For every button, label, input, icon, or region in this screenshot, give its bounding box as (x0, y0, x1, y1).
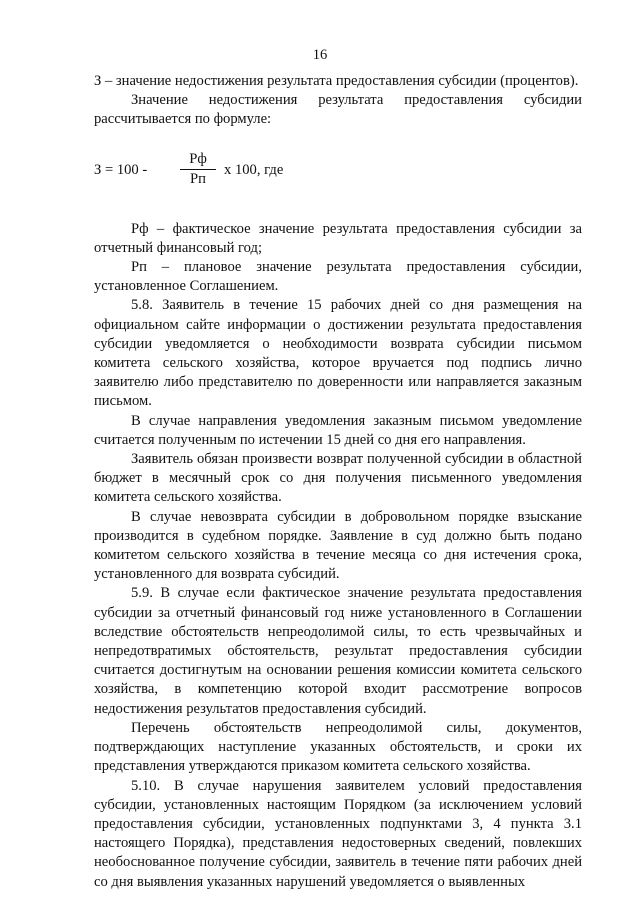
document-body (94, 72, 582, 892)
paragraph-court-recovery: В случае невозврата субсидии в добровольном порядке взыскание производится в судебном порядке. Заявление в суд должно быть подано комитетом сельского хозяйства в течение месяца со дня истечения срока, установленного для возврата субсидий. (94, 508, 582, 583)
paragraph-rp-definition: Рп – плановое значение результата предоставления субсидии, установленное Соглашением. (94, 259, 582, 295)
paragraph-5-10: 5.10. В случае нарушения заявителем условий предоставления субсидии, установленных настоящим Порядком (за исключением условий предоставления субсидии, установленных подпунктами 3, 4 пункта 3.1 настоящего Порядка), представления недостоверных сведений, повлекших необоснованное получение субсидии, заявитель в течение пяти рабочих дней со дня выявления указанных нарушений уведомляется о выявленных (94, 777, 582, 890)
paragraph-refund-obligation: Заявитель обязан произвести возврат полученной субсидии в областной бюджет в месячный срок со дня получения письменного уведомления комитета сельского хозяйства. (94, 451, 582, 506)
paragraph-5-9: 5.9. В случае если фактическое значение результата предоставления субсидии за отчетный финансовый год ниже установленного в Соглашении вследствие обстоятельств непреодолимой силы, то есть чрезвычайных и непредотвратимых обстоятельств, результат предоставления субсидии считается достигнутым на основании решения комиссии комитета сельского хозяйства, в компетенцию которой входит рассмотрение вопросов недостижения результатов предоставления субсидий. (94, 585, 582, 717)
formula-denominator: Рп (190, 170, 206, 187)
paragraph-notice-by-mail: В случае направления уведомления заказным письмом уведомление считается полученным по истечении 15 дней со дня его направления. (94, 412, 582, 448)
formula-fraction (180, 150, 216, 189)
paragraph-rf-definition: Рф – фактическое значение результата предоставления субсидии за отчетный финансовый год; (94, 220, 582, 256)
formula-lhs: З = 100 - (94, 161, 148, 178)
formula-rhs: х 100, где (224, 161, 284, 178)
paragraph-z-definition: З – значение недостижения результата предоставления субсидии (процентов). (94, 73, 579, 89)
page-number: 16 (312, 47, 328, 63)
formula (94, 130, 582, 202)
paragraph-force-majeure-list: Перечень обстоятельств непреодолимой силы, документов, подтверждающих наступление указанных обстоятельств, и сроки их представления утверждаются приказом комитета сельского хозяйства. (94, 719, 582, 775)
paragraph-5-8: 5.8. Заявитель в течение 15 рабочих дней со дня размещения на официальном сайте информации о достижении результата предоставления субсидии уведомляется о необходимости возврата субсидии письмом комитета сельского хозяйства, которое вручается под подпись лично заявителю либо представителю по доверенности или направляется заказным письмом. (94, 297, 582, 410)
paragraph-formula-intro: Значение недостижения результата предоставления субсидии рассчитывается по формуле: (94, 92, 582, 128)
formula-numerator: Рф (180, 150, 216, 170)
